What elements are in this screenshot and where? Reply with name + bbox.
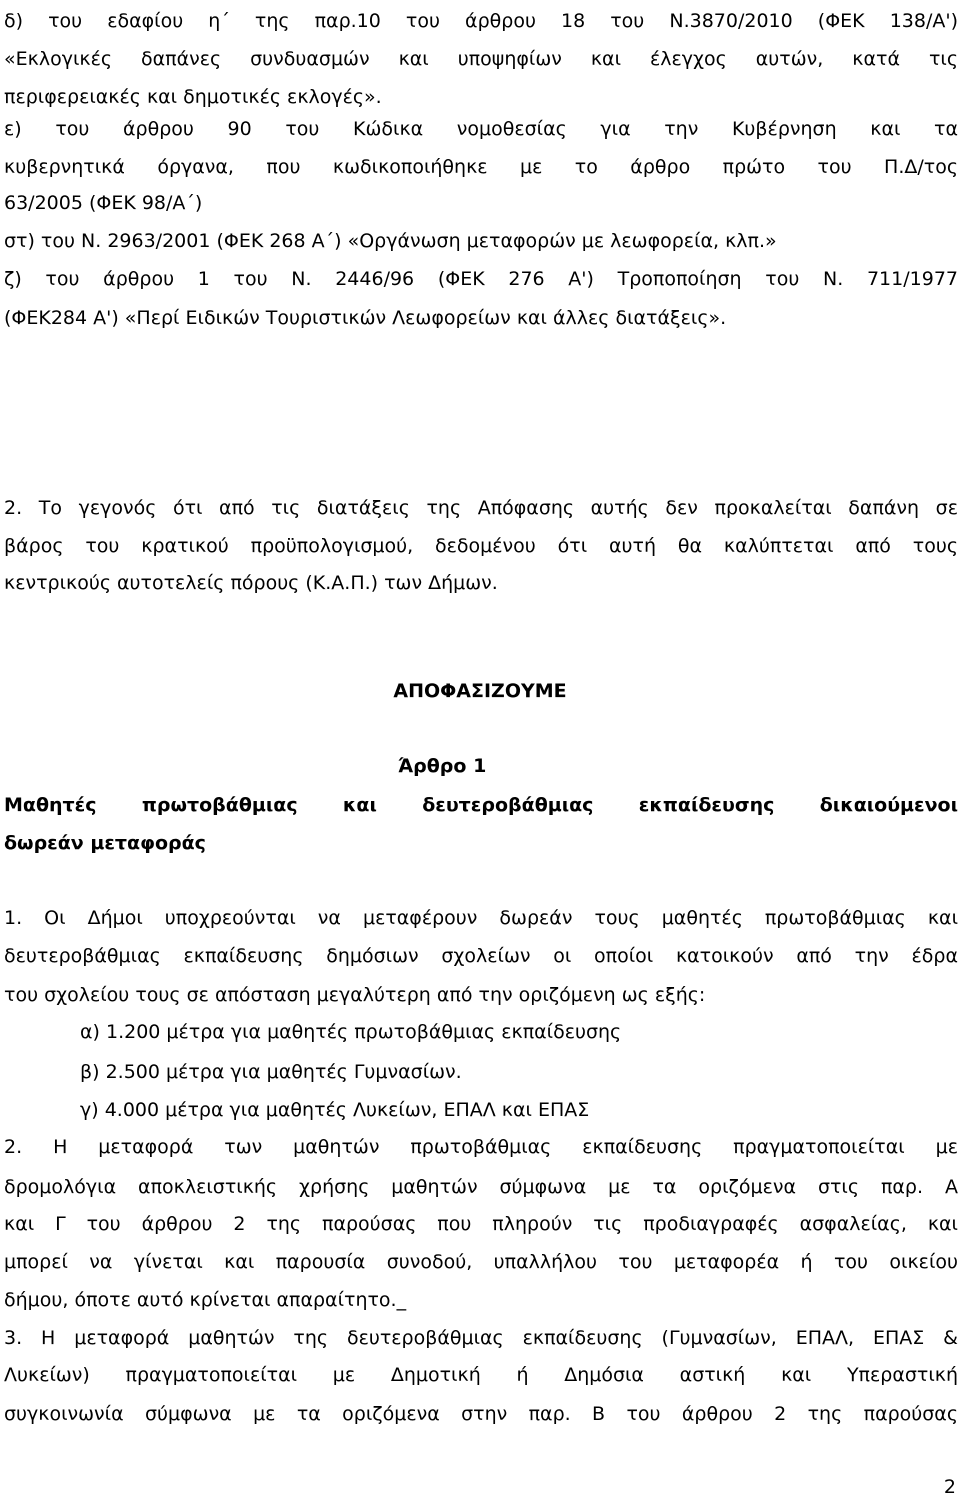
decision-heading: ΑΠΟΦΑΣΙΖΟΥΜΕ xyxy=(393,680,567,702)
article-title-continued: δωρεάν μεταφοράς xyxy=(4,832,206,854)
list-item: β) 2.500 μέτρα για μαθητές Γυμνασίων. xyxy=(80,1061,462,1083)
text-line: ε) του άρθρου 90 του Κώδικα νομοθεσίας για την Κυβέρνηση και τα xyxy=(4,118,958,140)
list-item: α) 1.200 μέτρα για μαθητές πρωτοβάθμιας εκπαίδευσης xyxy=(80,1021,622,1043)
text-line: 1. Οι Δήμοι υποχρεούνται να μεταφέρουν δωρεάν τους μαθητές πρωτοβάθμιας και xyxy=(4,907,958,929)
text-line: δρομολόγια αποκλειστικής χρήσης μαθητών σύμφωνα με τα οριζόμενα στις παρ. Α xyxy=(4,1176,958,1198)
text-line: Λυκείων) πραγματοποιείται με Δημοτική ή Δημόσια αστική και Υπεραστική xyxy=(4,1364,958,1386)
text-line: και Γ του άρθρου 2 της παρούσας που πληρούν τις προδιαγραφές ασφαλείας, και xyxy=(4,1213,958,1235)
list-item: γ) 4.000 μέτρα για μαθητές Λυκείων, ΕΠΑΛ και ΕΠΑΣ xyxy=(80,1099,590,1121)
text-line: δευτεροβάθμιας εκπαίδευσης δημόσιων σχολείων οι οποίοι κατοικούν από την έδρα xyxy=(4,945,958,967)
text-line: ζ) του άρθρου 1 του Ν. 2446/96 (ΦΕΚ 276 Α') Τροποποίηση του Ν. 711/1977 xyxy=(4,268,958,290)
page-number: 2 xyxy=(943,1476,956,1498)
text-line: συγκοινωνία σύμφωνα με τα οριζόμενα στην παρ. Β του άρθρου 2 της παρούσας xyxy=(4,1403,958,1425)
text-line: μπορεί να γίνεται και παρουσία συνοδού, υπαλλήλου του μεταφορέα ή του οικείου xyxy=(4,1251,958,1273)
text-line: βάρος του κρατικού προϋπολογισμού, δεδομένου ότι αυτή θα καλύπτεται από τους xyxy=(4,535,958,557)
text-line: κεντρικούς αυτοτελείς πόρους (Κ.Α.Π.) των Δήμων. xyxy=(4,572,498,594)
text-line: 2. Η μεταφορά των μαθητών πρωτοβάθμιας εκπαίδευσης πραγματοποιείται με xyxy=(4,1136,958,1158)
text-line: του σχολείου τους σε απόσταση μεγαλύτερη από την οριζόμενη ως εξής: xyxy=(4,984,706,1006)
text-line: δ) του εδαφίου η΄ της παρ.10 του άρθρου 18 του Ν.3870/2010 (ΦΕΚ 138/Α') xyxy=(4,10,958,32)
article-title: Μαθητές πρωτοβάθμιας και δευτεροβάθμιας εκπαίδευσης δικαιούμενοι xyxy=(4,794,958,816)
text-line: στ) του Ν. 2963/2001 (ΦΕΚ 268 Α΄) «Οργάνωση μεταφορών με λεωφορεία, κλπ.» xyxy=(4,230,777,252)
text-line: (ΦΕΚ284 Α') «Περί Ειδικών Τουριστικών Λεωφορείων και άλλες διατάξεις». xyxy=(4,307,727,329)
text-line: 2. Το γεγονός ότι από τις διατάξεις της Απόφασης αυτής δεν προκαλείται δαπάνη σε xyxy=(4,497,958,519)
text-line: 3. Η μεταφορά μαθητών της δευτεροβάθμιας εκπαίδευσης (Γυμνασίων, ΕΠΑΛ, ΕΠΑΣ & xyxy=(4,1327,958,1349)
text-line: 63/2005 (ΦΕΚ 98/Α΄) xyxy=(4,192,203,214)
text-line: δήμου, όποτε αυτό κρίνεται απαραίτητο._ xyxy=(4,1289,407,1311)
text-line: «Εκλογικές δαπάνες συνδυασμών και υποψηφίων και έλεγχος αυτών, κατά τις xyxy=(4,48,958,70)
article-heading: Άρθρο 1 xyxy=(398,755,487,777)
text-line: κυβερνητικά όργανα, που κωδικοποιήθηκε με το άρθρο πρώτο του Π.Δ/τος xyxy=(4,156,958,178)
text-line: περιφερειακές και δημοτικές εκλογές». xyxy=(4,86,382,108)
